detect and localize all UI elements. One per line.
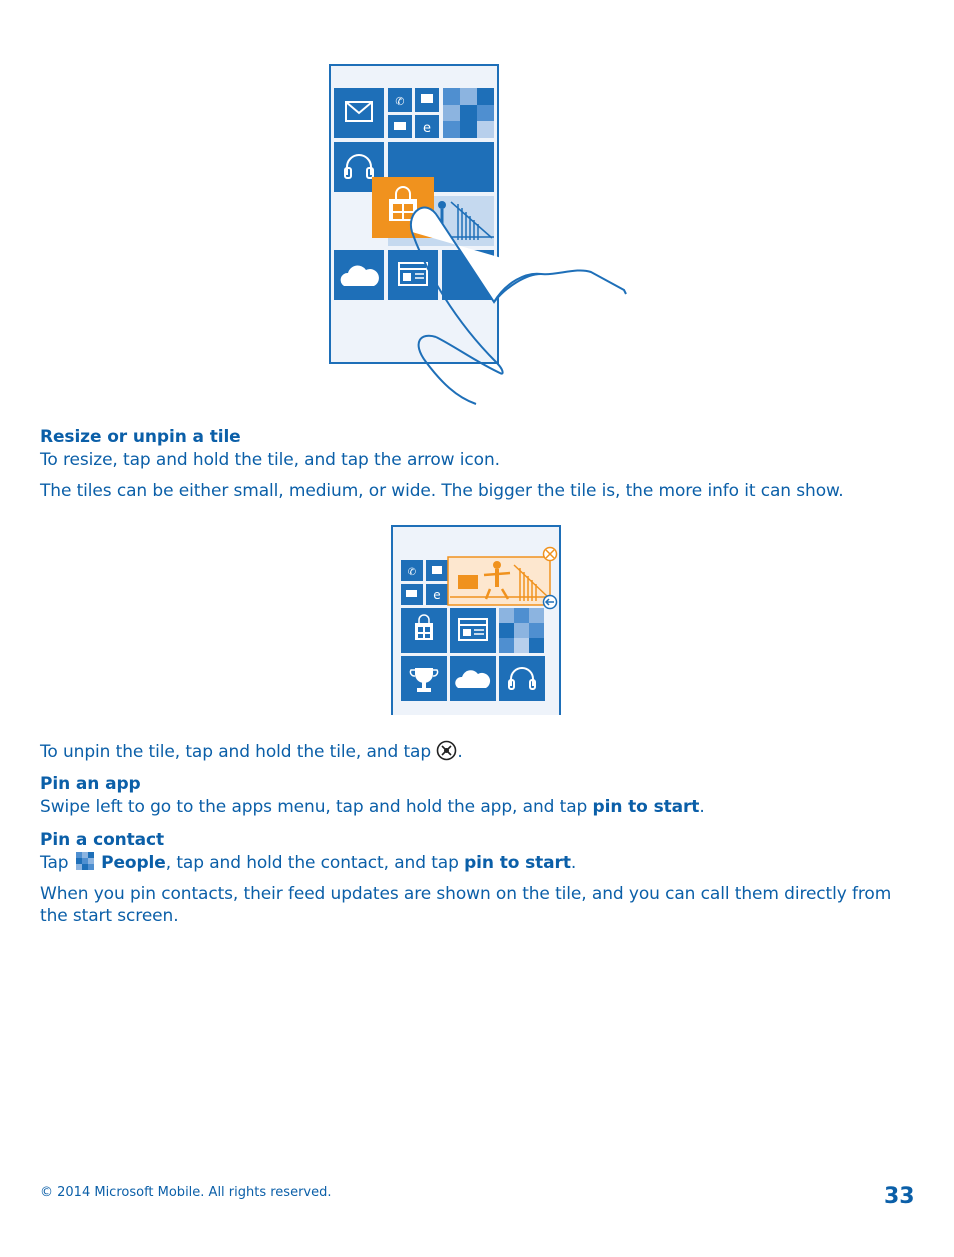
section-heading-resize: Resize or unpin a tile — [40, 427, 241, 447]
tile-resize-illustration — [390, 523, 564, 717]
tile-size-paragraph: The tiles can be either small, medium, or wide. The bigger the tile is, the more info it can show. — [40, 481, 844, 501]
pin-contact-middle: , tap and hold the contact, and tap — [165, 853, 465, 873]
page-number: 33 — [884, 1184, 915, 1209]
copyright: © 2014 Microsoft Mobile. All rights reserved. — [40, 1185, 332, 1200]
svg-text:✆: ✆ — [395, 95, 405, 108]
unpin-paragraph — [40, 740, 920, 763]
people-icon — [74, 852, 96, 872]
section-heading-pin-contact: Pin a contact — [40, 830, 165, 850]
start-screen-illustration — [326, 62, 630, 406]
people-tile — [499, 608, 544, 653]
music-tile — [499, 656, 545, 701]
unpin-text-before: To unpin the tile, tap and hold the tile, and tap — [40, 742, 437, 762]
svg-text:e: e — [423, 121, 431, 136]
unpin-text-after: . — [457, 742, 463, 762]
news-tile — [450, 608, 496, 653]
pin-app-end: . — [699, 797, 705, 817]
pin-app-paragraph — [40, 796, 920, 818]
contacts-feed-paragraph: When you pin contacts, their feed updates are shown on the tile, and you can call them directly from the start screen. — [40, 884, 892, 926]
people-app-label: People — [101, 853, 166, 873]
resize-paragraph: To resize, tap and hold the tile, and tap the arrow icon. — [40, 450, 500, 470]
tap-text: Tap — [40, 853, 74, 873]
pin-contact-end: . — [570, 853, 577, 873]
unpin-icon — [436, 740, 457, 761]
pin-to-start-label: pin to start — [592, 797, 700, 817]
pin-to-start-label: pin to start — [464, 853, 571, 873]
section-heading-pin-app: Pin an app — [40, 774, 141, 794]
svg-text:✆: ✆ — [407, 567, 417, 578]
pin-contact-paragraph — [40, 852, 920, 874]
pin-app-text: Swipe left to go to the apps menu, tap and hold the app, and tap — [40, 797, 593, 817]
people-tile — [443, 88, 494, 138]
svg-text:e: e — [433, 588, 441, 602]
